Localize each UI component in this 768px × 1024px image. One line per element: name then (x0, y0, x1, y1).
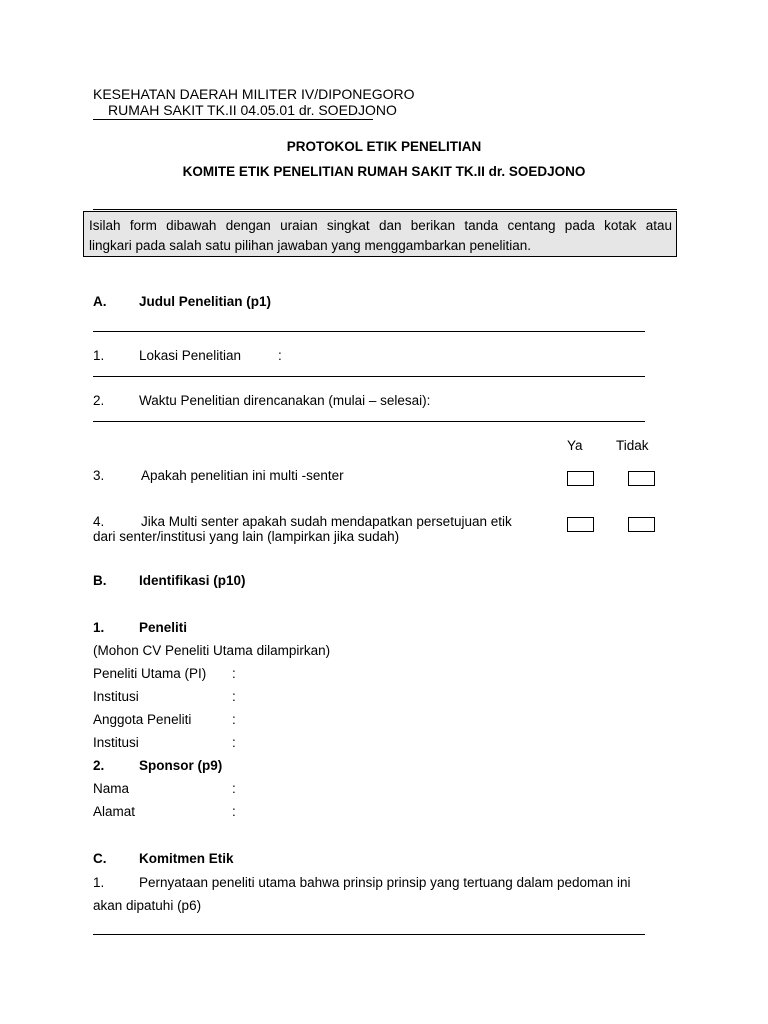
sponsor-address-colon: : (232, 804, 236, 819)
pi-institution-label: Institusi (93, 689, 139, 704)
sponsor-heading: Sponsor (p9) (139, 758, 223, 773)
section-c-letter: C. (93, 851, 107, 866)
commitment-item-number: 1. (93, 875, 105, 890)
multicenter-question: Apakah penelitian ini multi -senter (141, 468, 344, 483)
no-column-header: Tidak (616, 438, 649, 453)
section-b-letter: B. (93, 573, 107, 588)
schedule-label: Waktu Penelitian direncanakan (mulai – selesai): (139, 393, 431, 408)
sponsor-address-label: Alamat (93, 804, 136, 819)
team-member-label: Anggota Peneliti (93, 712, 192, 727)
instruction-line1: Isilah form dibawah dengan uraian singkat dan berikan tanda centang pada kotak atau (89, 218, 672, 233)
document-title: PROTOKOL ETIK PENELITIAN (286, 139, 482, 154)
commitment-answer-line[interactable] (93, 934, 645, 935)
member-institution-colon: : (232, 735, 236, 750)
researcher-number: 1. (93, 620, 105, 635)
org-name-line2: RUMAH SAKIT TK.II 04.05.01 dr. SOEDJONO (108, 102, 397, 118)
commitment-statement-line1: Pernyataan peneliti utama bahwa prinsip prinsip yang tertuang dalam pedoman ini (139, 875, 631, 890)
title-answer-line[interactable] (93, 331, 645, 332)
sponsor-name-label: Nama (93, 781, 130, 796)
multicenter-no-checkbox[interactable] (628, 471, 655, 486)
sponsor-number: 2. (93, 758, 105, 773)
org-name-line1: KESEHATAN DAERAH MILITER IV/DIPONEGORO (93, 86, 415, 102)
item-3-number: 3. (93, 468, 105, 483)
ethics-approval-no-checkbox[interactable] (628, 517, 655, 532)
multicenter-yes-checkbox[interactable] (567, 471, 594, 486)
ethics-approval-question-line1: Jika Multi senter apakah sudah mendapatkan persetujuan etik (141, 514, 512, 529)
ethics-approval-question-line2: dari senter/institusi yang lain (lampirkan jika sudah) (93, 529, 400, 544)
team-member-colon: : (232, 712, 236, 727)
schedule-answer-line[interactable] (93, 421, 645, 422)
instruction-line2: lingkari pada salah satu pilihan jawaban yang menggambarkan penelitian. (89, 238, 532, 253)
sponsor-name-colon: : (232, 781, 236, 796)
item-1-number: 1. (93, 348, 105, 363)
section-a-letter: A. (93, 294, 107, 309)
section-b-heading: Identifikasi (p10) (139, 573, 246, 588)
commitment-statement-line2: akan dipatuhi (p6) (93, 898, 202, 913)
yes-column-header: Ya (567, 438, 583, 453)
location-label: Lokasi Penelitian (139, 348, 242, 363)
researcher-cv-note: (Mohon CV Peneliti Utama dilampirkan) (93, 643, 331, 658)
principal-investigator-label: Peneliti Utama (PI) (93, 666, 207, 681)
ethics-approval-yes-checkbox[interactable] (567, 517, 594, 532)
document-subtitle: KOMITE ETIK PENELITIAN RUMAH SAKIT TK.II dr. SOEDJONO (182, 164, 586, 179)
section-a-heading: Judul Penelitian (p1) (139, 294, 272, 309)
item-2-number: 2. (93, 393, 105, 408)
location-colon: : (278, 348, 282, 363)
pi-institution-colon: : (232, 689, 236, 704)
principal-investigator-colon: : (232, 666, 236, 681)
member-institution-label: Institusi (93, 735, 139, 750)
instruction-box (83, 211, 677, 257)
section-c-heading: Komitmen Etik (139, 851, 234, 866)
header-underline (93, 119, 373, 120)
location-answer-line[interactable] (93, 376, 645, 377)
item-4-number: 4. (93, 514, 105, 529)
title-divider (93, 209, 677, 210)
researcher-heading: Peneliti (139, 620, 188, 635)
